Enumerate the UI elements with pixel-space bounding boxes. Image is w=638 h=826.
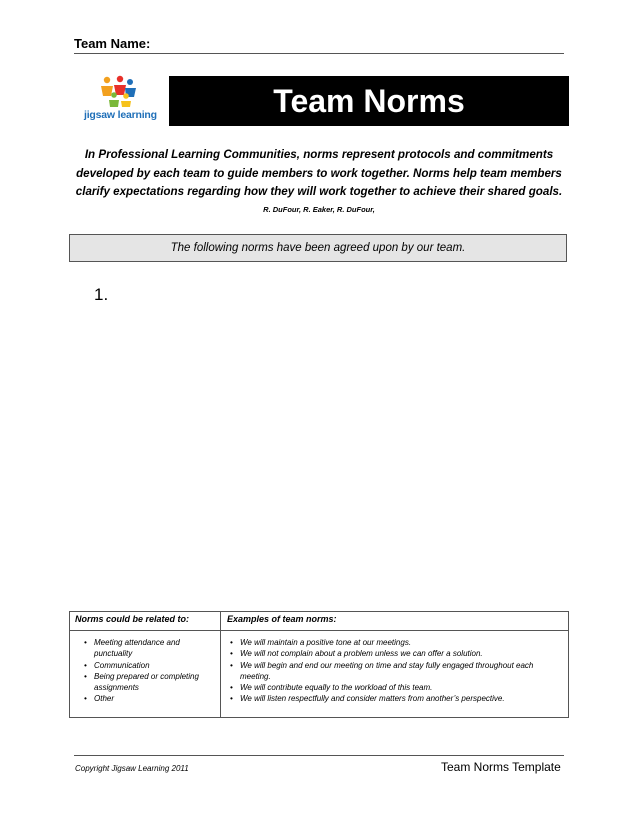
logo-text: jigsaw learning [84,109,157,121]
list-item: • We will not complain about a problem unless we can offer a solution. [229,648,563,659]
norm-examples-list [229,637,563,705]
list-item: • Communication [83,660,215,671]
table-header-divider [69,630,569,631]
team-name-line [74,53,564,54]
list-item: • We will begin and end our meeting on time and stay fully engaged throughout each meeting. [229,660,563,683]
norm-topics-list [83,637,215,705]
table-column-divider [220,611,221,718]
people-figures-icon [101,76,136,107]
agreed-norms-text: The following norms have been agreed upon by our team. [170,242,466,254]
pln-quote [70,146,568,202]
copyright-text: Copyright Jigsaw Learning 2011 [75,764,189,773]
list-item: • We will listen respectfully and consider matters from another’s perspective. [229,693,563,704]
list-item: • Meeting attendance and punctuality [83,637,215,660]
list-item: • We will contribute equally to the workload of this team. [229,682,563,693]
list-item: • Other [83,693,215,704]
quote-line: developed by each team to guide members to work together. Norms help team members [76,166,562,180]
table-header-examples: Examples of team norms: [227,614,337,624]
footer-line [74,755,564,756]
norm-number: 1. [94,285,109,304]
template-label: Team Norms Template [441,760,561,774]
team-name-label: Team Name: [74,36,151,51]
quote-authors: R. DuFour, R. Eaker, R. DuFour, [263,205,375,214]
quote-line: In Professional Learning Communities, norms represent protocols and commitments [84,148,554,161]
quote-line: clarify expectations regarding how they will work together to achieve their shared goals. [75,185,563,198]
list-item: • We will maintain a positive tone at our meetings. [229,637,563,648]
list-item: • Being prepared or completing assignments [83,671,215,694]
page-title: Team Norms [273,83,465,119]
table-header-norms-related: Norms could be related to: [75,614,190,624]
